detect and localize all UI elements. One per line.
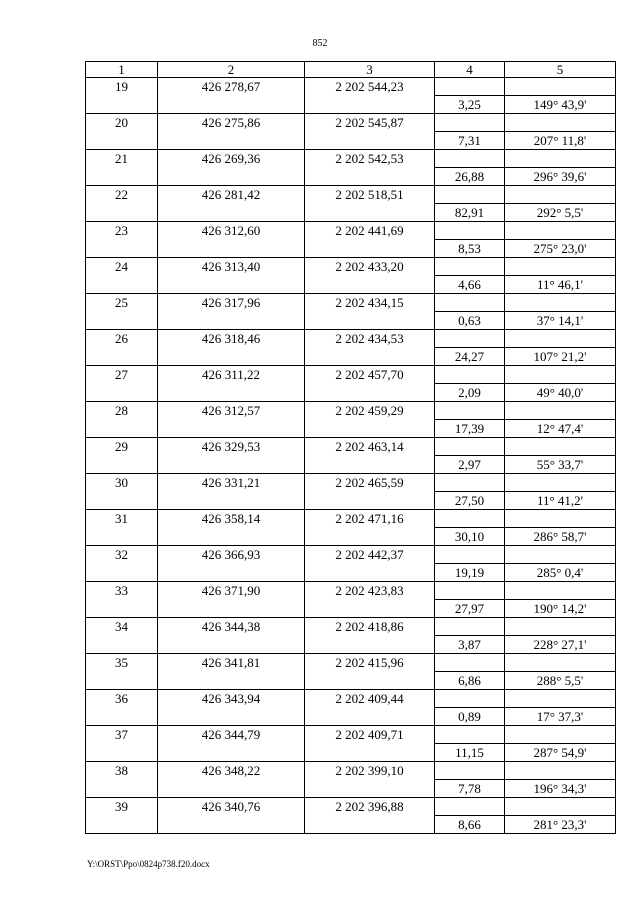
point-row bbox=[86, 294, 616, 312]
segment-angle: 196° 34,3' bbox=[505, 780, 616, 798]
segment-empty bbox=[86, 384, 158, 402]
segment-row bbox=[86, 204, 616, 222]
segment-row bbox=[86, 564, 616, 582]
segment-row bbox=[86, 312, 616, 330]
segment-empty bbox=[86, 744, 158, 762]
point-number: 30 bbox=[86, 474, 158, 492]
segment-length: 30,10 bbox=[435, 528, 505, 546]
coord-x: 426 371,90 bbox=[158, 582, 305, 600]
point-number: 36 bbox=[86, 690, 158, 708]
length-empty bbox=[435, 402, 505, 420]
point-row bbox=[86, 726, 616, 744]
segment-empty bbox=[305, 636, 435, 654]
segment-row bbox=[86, 528, 616, 546]
segment-length: 27,50 bbox=[435, 492, 505, 510]
segment-row bbox=[86, 456, 616, 474]
segment-empty bbox=[305, 204, 435, 222]
point-row bbox=[86, 762, 616, 780]
coord-x: 426 281,42 bbox=[158, 186, 305, 204]
point-number: 39 bbox=[86, 798, 158, 816]
point-number: 22 bbox=[86, 186, 158, 204]
segment-length: 3,25 bbox=[435, 96, 505, 114]
length-empty bbox=[435, 546, 505, 564]
segment-empty bbox=[305, 168, 435, 186]
point-number: 26 bbox=[86, 330, 158, 348]
segment-empty bbox=[305, 492, 435, 510]
segment-angle: 281° 23,3' bbox=[505, 816, 616, 834]
segment-row bbox=[86, 132, 616, 150]
coord-x: 426 311,22 bbox=[158, 366, 305, 384]
length-empty bbox=[435, 258, 505, 276]
segment-angle: 12° 47,4' bbox=[505, 420, 616, 438]
segment-angle: 275° 23,0' bbox=[505, 240, 616, 258]
segment-empty bbox=[158, 204, 305, 222]
segment-empty bbox=[86, 600, 158, 618]
segment-empty bbox=[86, 528, 158, 546]
angle-empty bbox=[505, 474, 616, 492]
segment-empty bbox=[86, 780, 158, 798]
coord-x: 426 343,94 bbox=[158, 690, 305, 708]
segment-empty bbox=[158, 708, 305, 726]
segment-empty bbox=[305, 348, 435, 366]
coord-x: 426 313,40 bbox=[158, 258, 305, 276]
segment-empty bbox=[86, 240, 158, 258]
length-empty bbox=[435, 582, 505, 600]
segment-empty bbox=[86, 816, 158, 834]
segment-length: 11,15 bbox=[435, 744, 505, 762]
table-body bbox=[86, 78, 616, 834]
segment-row bbox=[86, 600, 616, 618]
point-row bbox=[86, 510, 616, 528]
segment-row bbox=[86, 708, 616, 726]
angle-empty bbox=[505, 726, 616, 744]
coord-y: 2 202 465,59 bbox=[305, 474, 435, 492]
segment-angle: 11° 41,2' bbox=[505, 492, 616, 510]
header-col-4: 4 bbox=[435, 62, 505, 78]
coord-y: 2 202 409,71 bbox=[305, 726, 435, 744]
segment-empty bbox=[158, 636, 305, 654]
segment-row bbox=[86, 96, 616, 114]
segment-row bbox=[86, 816, 616, 834]
point-row bbox=[86, 582, 616, 600]
segment-empty bbox=[158, 528, 305, 546]
segment-empty bbox=[158, 132, 305, 150]
segment-empty bbox=[86, 96, 158, 114]
angle-empty bbox=[505, 150, 616, 168]
angle-empty bbox=[505, 546, 616, 564]
coord-x: 426 358,14 bbox=[158, 510, 305, 528]
segment-empty bbox=[305, 312, 435, 330]
coord-x: 426 275,86 bbox=[158, 114, 305, 132]
coord-y: 2 202 442,37 bbox=[305, 546, 435, 564]
coord-y: 2 202 418,86 bbox=[305, 618, 435, 636]
segment-empty bbox=[86, 276, 158, 294]
segment-length: 27,97 bbox=[435, 600, 505, 618]
segment-empty bbox=[86, 456, 158, 474]
segment-length: 7,31 bbox=[435, 132, 505, 150]
header-col-5: 5 bbox=[505, 62, 616, 78]
coord-y: 2 202 471,16 bbox=[305, 510, 435, 528]
point-number: 21 bbox=[86, 150, 158, 168]
segment-empty bbox=[305, 420, 435, 438]
segment-empty bbox=[158, 672, 305, 690]
coord-y: 2 202 441,69 bbox=[305, 222, 435, 240]
coord-x: 426 312,60 bbox=[158, 222, 305, 240]
segment-length: 19,19 bbox=[435, 564, 505, 582]
point-row bbox=[86, 690, 616, 708]
segment-angle: 107° 21,2' bbox=[505, 348, 616, 366]
header-col-1: 1 bbox=[86, 62, 158, 78]
point-row bbox=[86, 114, 616, 132]
segment-length: 8,53 bbox=[435, 240, 505, 258]
angle-empty bbox=[505, 222, 616, 240]
length-empty bbox=[435, 510, 505, 528]
coord-x: 426 344,79 bbox=[158, 726, 305, 744]
header-col-2: 2 bbox=[158, 62, 305, 78]
coord-y: 2 202 399,10 bbox=[305, 762, 435, 780]
segment-empty bbox=[86, 636, 158, 654]
segment-angle: 207° 11,8' bbox=[505, 132, 616, 150]
segment-angle: 296° 39,6' bbox=[505, 168, 616, 186]
segment-length: 2,09 bbox=[435, 384, 505, 402]
length-empty bbox=[435, 222, 505, 240]
point-row bbox=[86, 222, 616, 240]
segment-empty bbox=[305, 744, 435, 762]
segment-empty bbox=[158, 312, 305, 330]
segment-length: 2,97 bbox=[435, 456, 505, 474]
segment-empty bbox=[305, 600, 435, 618]
segment-empty bbox=[305, 456, 435, 474]
point-row bbox=[86, 654, 616, 672]
table-header-row bbox=[86, 62, 616, 78]
length-empty bbox=[435, 186, 505, 204]
segment-empty bbox=[305, 96, 435, 114]
segment-empty bbox=[305, 564, 435, 582]
coordinates-table bbox=[85, 61, 616, 834]
segment-angle: 286° 58,7' bbox=[505, 528, 616, 546]
point-row bbox=[86, 546, 616, 564]
segment-angle: 149° 43,9' bbox=[505, 96, 616, 114]
point-row bbox=[86, 186, 616, 204]
segment-length: 4,66 bbox=[435, 276, 505, 294]
length-empty bbox=[435, 330, 505, 348]
segment-length: 26,88 bbox=[435, 168, 505, 186]
point-row bbox=[86, 798, 616, 816]
length-empty bbox=[435, 438, 505, 456]
coord-y: 2 202 409,44 bbox=[305, 690, 435, 708]
length-empty bbox=[435, 78, 505, 96]
segment-empty bbox=[158, 276, 305, 294]
segment-empty bbox=[305, 240, 435, 258]
point-number: 38 bbox=[86, 762, 158, 780]
segment-empty bbox=[305, 528, 435, 546]
segment-empty bbox=[305, 708, 435, 726]
angle-empty bbox=[505, 366, 616, 384]
segment-row bbox=[86, 276, 616, 294]
point-row bbox=[86, 330, 616, 348]
angle-empty bbox=[505, 330, 616, 348]
segment-row bbox=[86, 168, 616, 186]
length-empty bbox=[435, 762, 505, 780]
segment-empty bbox=[158, 816, 305, 834]
segment-row bbox=[86, 240, 616, 258]
angle-empty bbox=[505, 258, 616, 276]
segment-row bbox=[86, 384, 616, 402]
coord-x: 426 318,46 bbox=[158, 330, 305, 348]
segment-empty bbox=[86, 348, 158, 366]
segment-angle: 49° 40,0' bbox=[505, 384, 616, 402]
segment-length: 7,78 bbox=[435, 780, 505, 798]
segment-empty bbox=[86, 708, 158, 726]
length-empty bbox=[435, 294, 505, 312]
angle-empty bbox=[505, 114, 616, 132]
segment-length: 82,91 bbox=[435, 204, 505, 222]
coord-y: 2 202 542,53 bbox=[305, 150, 435, 168]
segment-empty bbox=[158, 96, 305, 114]
segment-empty bbox=[158, 600, 305, 618]
segment-row bbox=[86, 780, 616, 798]
coord-x: 426 329,53 bbox=[158, 438, 305, 456]
segment-empty bbox=[86, 168, 158, 186]
coord-x: 426 269,36 bbox=[158, 150, 305, 168]
point-row bbox=[86, 78, 616, 96]
coord-y: 2 202 433,20 bbox=[305, 258, 435, 276]
segment-angle: 11° 46,1' bbox=[505, 276, 616, 294]
segment-empty bbox=[86, 132, 158, 150]
segment-empty bbox=[305, 816, 435, 834]
segment-empty bbox=[158, 492, 305, 510]
coord-y: 2 202 459,29 bbox=[305, 402, 435, 420]
segment-row bbox=[86, 636, 616, 654]
angle-empty bbox=[505, 186, 616, 204]
segment-empty bbox=[86, 492, 158, 510]
segment-empty bbox=[158, 420, 305, 438]
point-number: 37 bbox=[86, 726, 158, 744]
angle-empty bbox=[505, 78, 616, 96]
segment-length: 0,89 bbox=[435, 708, 505, 726]
header-col-3: 3 bbox=[305, 62, 435, 78]
coord-x: 426 340,76 bbox=[158, 798, 305, 816]
segment-angle: 285° 0,4' bbox=[505, 564, 616, 582]
point-number: 29 bbox=[86, 438, 158, 456]
length-empty bbox=[435, 474, 505, 492]
page-number: 852 bbox=[312, 38, 328, 49]
coord-x: 426 344,38 bbox=[158, 618, 305, 636]
coord-y: 2 202 415,96 bbox=[305, 654, 435, 672]
segment-empty bbox=[158, 564, 305, 582]
length-empty bbox=[435, 150, 505, 168]
angle-empty bbox=[505, 690, 616, 708]
angle-empty bbox=[505, 582, 616, 600]
segment-empty bbox=[305, 132, 435, 150]
point-number: 24 bbox=[86, 258, 158, 276]
segment-length: 24,27 bbox=[435, 348, 505, 366]
point-number: 19 bbox=[86, 78, 158, 96]
coord-x: 426 366,93 bbox=[158, 546, 305, 564]
segment-empty bbox=[86, 564, 158, 582]
angle-empty bbox=[505, 294, 616, 312]
length-empty bbox=[435, 618, 505, 636]
point-number: 31 bbox=[86, 510, 158, 528]
segment-empty bbox=[158, 780, 305, 798]
point-number: 34 bbox=[86, 618, 158, 636]
angle-empty bbox=[505, 510, 616, 528]
point-number: 33 bbox=[86, 582, 158, 600]
coord-y: 2 202 396,88 bbox=[305, 798, 435, 816]
segment-length: 0,63 bbox=[435, 312, 505, 330]
segment-angle: 292° 5,5' bbox=[505, 204, 616, 222]
segment-angle: 55° 33,7' bbox=[505, 456, 616, 474]
angle-empty bbox=[505, 762, 616, 780]
segment-length: 8,66 bbox=[435, 816, 505, 834]
segment-angle: 190° 14,2' bbox=[505, 600, 616, 618]
point-row bbox=[86, 258, 616, 276]
length-empty bbox=[435, 654, 505, 672]
point-row bbox=[86, 366, 616, 384]
footer-file-path: Y:\ORST\Ppo\0824p738.f20.docx bbox=[87, 859, 210, 869]
segment-angle: 288° 5,5' bbox=[505, 672, 616, 690]
segment-empty bbox=[86, 420, 158, 438]
segment-empty bbox=[86, 672, 158, 690]
point-number: 32 bbox=[86, 546, 158, 564]
coord-y: 2 202 423,83 bbox=[305, 582, 435, 600]
coord-x: 426 341,81 bbox=[158, 654, 305, 672]
point-row bbox=[86, 474, 616, 492]
angle-empty bbox=[505, 618, 616, 636]
segment-empty bbox=[305, 276, 435, 294]
segment-angle: 37° 14,1' bbox=[505, 312, 616, 330]
point-number: 20 bbox=[86, 114, 158, 132]
coord-y: 2 202 545,87 bbox=[305, 114, 435, 132]
segment-empty bbox=[305, 672, 435, 690]
coord-y: 2 202 518,51 bbox=[305, 186, 435, 204]
coord-y: 2 202 434,15 bbox=[305, 294, 435, 312]
point-row bbox=[86, 402, 616, 420]
segment-length: 3,87 bbox=[435, 636, 505, 654]
segment-empty bbox=[158, 456, 305, 474]
coord-x: 426 278,67 bbox=[158, 78, 305, 96]
segment-angle: 17° 37,3' bbox=[505, 708, 616, 726]
coord-y: 2 202 544,23 bbox=[305, 78, 435, 96]
coord-x: 426 331,21 bbox=[158, 474, 305, 492]
length-empty bbox=[435, 690, 505, 708]
segment-row bbox=[86, 420, 616, 438]
segment-row bbox=[86, 672, 616, 690]
segment-row bbox=[86, 744, 616, 762]
segment-length: 17,39 bbox=[435, 420, 505, 438]
coord-x: 426 312,57 bbox=[158, 402, 305, 420]
angle-empty bbox=[505, 402, 616, 420]
segment-empty bbox=[305, 780, 435, 798]
point-number: 25 bbox=[86, 294, 158, 312]
angle-empty bbox=[505, 798, 616, 816]
segment-angle: 228° 27,1' bbox=[505, 636, 616, 654]
point-number: 23 bbox=[86, 222, 158, 240]
length-empty bbox=[435, 114, 505, 132]
coord-x: 426 348,22 bbox=[158, 762, 305, 780]
coord-y: 2 202 457,70 bbox=[305, 366, 435, 384]
coord-y: 2 202 434,53 bbox=[305, 330, 435, 348]
point-number: 28 bbox=[86, 402, 158, 420]
coord-y: 2 202 463,14 bbox=[305, 438, 435, 456]
segment-empty bbox=[158, 168, 305, 186]
angle-empty bbox=[505, 654, 616, 672]
segment-empty bbox=[158, 744, 305, 762]
length-empty bbox=[435, 726, 505, 744]
length-empty bbox=[435, 798, 505, 816]
segment-empty bbox=[305, 384, 435, 402]
segment-empty bbox=[158, 348, 305, 366]
coord-x: 426 317,96 bbox=[158, 294, 305, 312]
segment-empty bbox=[86, 204, 158, 222]
segment-empty bbox=[158, 384, 305, 402]
point-number: 35 bbox=[86, 654, 158, 672]
angle-empty bbox=[505, 438, 616, 456]
segment-row bbox=[86, 348, 616, 366]
point-number: 27 bbox=[86, 366, 158, 384]
length-empty bbox=[435, 366, 505, 384]
segment-empty bbox=[86, 312, 158, 330]
point-row bbox=[86, 438, 616, 456]
point-row bbox=[86, 618, 616, 636]
segment-angle: 287° 54,9' bbox=[505, 744, 616, 762]
segment-length: 6,86 bbox=[435, 672, 505, 690]
segment-row bbox=[86, 492, 616, 510]
segment-empty bbox=[158, 240, 305, 258]
point-row bbox=[86, 150, 616, 168]
